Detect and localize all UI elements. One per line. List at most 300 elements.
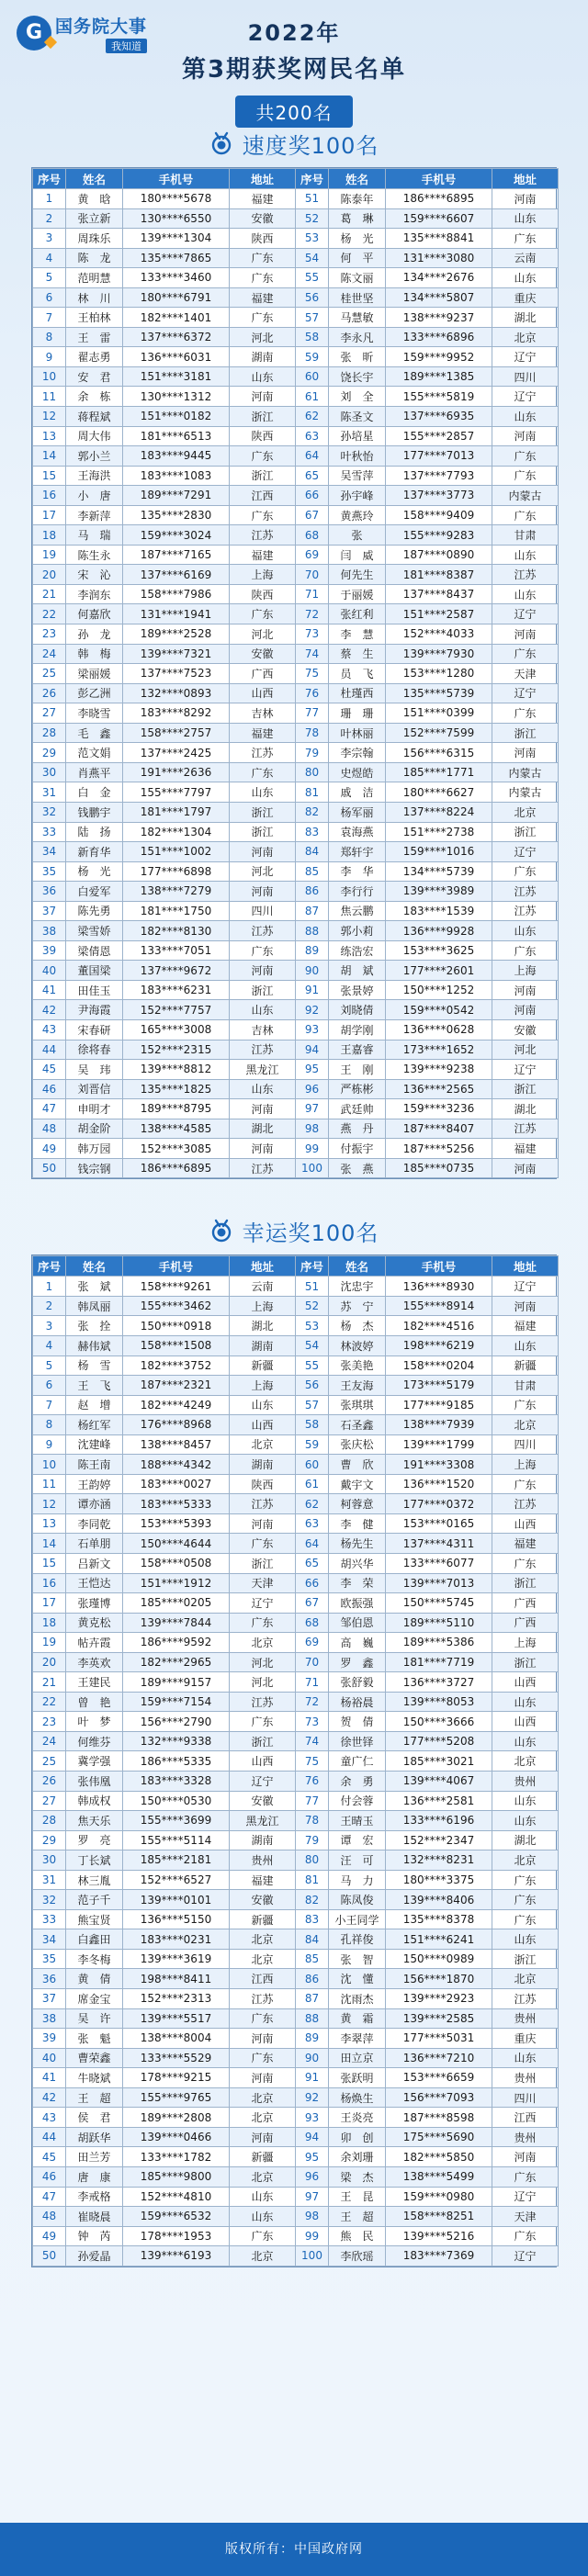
cell-phone: 136****6031	[123, 347, 230, 367]
cell-area: 浙江	[230, 802, 296, 822]
cell-seq: 31	[33, 782, 66, 803]
cell-phone: 139****8053	[386, 1692, 492, 1712]
cell-phone: 152****4810	[123, 2187, 230, 2207]
table-row	[33, 2048, 559, 2068]
cell-name: 李 慧	[329, 624, 386, 645]
cell-area: 河北	[230, 1652, 296, 1672]
cell-name: 陈泰年	[329, 189, 386, 209]
cell-name: 孙培星	[329, 426, 386, 446]
cell-phone: 180****3375	[386, 1870, 492, 1890]
cell-seq: 35	[33, 1949, 66, 1969]
cell-name: 刘晓倩	[329, 1000, 386, 1020]
cell-name: 韩万园	[66, 1139, 123, 1159]
cell-name: 焦云鹏	[329, 901, 386, 921]
cell-name: 林波婷	[329, 1335, 386, 1355]
cell-name: 张 拴	[66, 1316, 123, 1336]
table-header-row	[33, 1256, 559, 1277]
cell-phone: 182****3752	[123, 1355, 230, 1376]
cell-phone: 155****3462	[123, 1296, 230, 1316]
cell-seq: 64	[296, 1534, 329, 1554]
cell-area: 广东	[492, 1870, 559, 1890]
cell-seq: 85	[296, 861, 329, 882]
cell-seq: 97	[296, 1099, 329, 1119]
cell-phone: 185****3021	[386, 1751, 492, 1772]
cell-name: 王嘉睿	[329, 1040, 386, 1060]
cell-name: 林三胤	[66, 1870, 123, 1890]
cell-seq: 56	[296, 1376, 329, 1396]
cell-area: 河南	[230, 882, 296, 902]
cell-name: 杨 雪	[66, 1355, 123, 1376]
table-row	[33, 1870, 559, 1890]
cell-phone: 188****4342	[123, 1455, 230, 1475]
cell-area: 福建	[492, 1534, 559, 1554]
cell-phone: 152****4033	[386, 624, 492, 645]
cell-seq: 28	[33, 723, 66, 743]
cell-name: 李英欢	[66, 1652, 123, 1672]
cell-phone: 136****2581	[386, 1791, 492, 1811]
cell-area: 广东	[492, 466, 559, 486]
table-row	[33, 268, 559, 288]
table-row	[33, 2068, 559, 2088]
cell-phone: 137****7523	[123, 664, 230, 684]
cell-seq: 16	[33, 1573, 66, 1593]
cell-area: 河南	[230, 2029, 296, 2049]
cell-area: 安徽	[230, 1890, 296, 1910]
table-row	[33, 940, 559, 961]
cell-name: 罗 亮	[66, 1830, 123, 1850]
cell-area: 山西	[230, 683, 296, 703]
cell-area: 福建	[230, 189, 296, 209]
cell-area: 江苏	[492, 565, 559, 585]
cell-seq: 11	[33, 387, 66, 407]
cell-seq: 68	[296, 525, 329, 546]
cell-area: 北京	[492, 802, 559, 822]
cell-area: 安徽	[492, 1019, 559, 1040]
cell-seq: 67	[296, 505, 329, 525]
cell-name: 马慧敏	[329, 308, 386, 328]
cell-phone: 137****9672	[123, 961, 230, 981]
cell-area: 四川	[492, 1434, 559, 1455]
cell-seq: 39	[33, 2029, 66, 2049]
cell-phone: 139****8812	[123, 1060, 230, 1080]
cell-seq: 79	[296, 743, 329, 763]
cell-phone: 159****7154	[123, 1692, 230, 1712]
cell-seq: 89	[296, 2029, 329, 2049]
cell-area: 北京	[230, 2166, 296, 2187]
sections	[0, 119, 588, 2267]
cell-area: 北京	[230, 2087, 296, 2108]
cell-name: 杨军丽	[329, 802, 386, 822]
cell-seq: 80	[296, 1850, 329, 1871]
cell-seq: 45	[33, 2147, 66, 2167]
cell-name: 孙爱晶	[66, 2246, 123, 2267]
cell-seq: 38	[33, 2008, 66, 2029]
cell-area: 江西	[230, 486, 296, 506]
cell-seq: 85	[296, 1949, 329, 1969]
cell-phone: 158****0508	[123, 1554, 230, 1574]
table-row	[33, 2207, 559, 2227]
cell-name: 帖卉霞	[66, 1633, 123, 1653]
cell-name: 王炎亮	[329, 2108, 386, 2128]
cell-name: 田立京	[329, 2048, 386, 2068]
table-row	[33, 505, 559, 525]
table-row	[33, 1376, 559, 1396]
cell-area: 上海	[492, 961, 559, 981]
cell-phone: 182****1401	[123, 308, 230, 328]
cell-seq: 39	[33, 940, 66, 961]
cell-name: 马 力	[329, 1870, 386, 1890]
cell-name: 黄克松	[66, 1613, 123, 1633]
cell-area: 山东	[230, 2207, 296, 2227]
cell-seq: 40	[33, 2048, 66, 2068]
table-row	[33, 1830, 559, 1850]
cell-seq: 28	[33, 1811, 66, 1831]
cell-name: 毛 鑫	[66, 723, 123, 743]
cell-seq: 24	[33, 644, 66, 664]
cell-name: 郭小兰	[66, 446, 123, 467]
cell-seq: 71	[296, 1672, 329, 1693]
table-row	[33, 1989, 559, 2009]
cell-phone: 183****1539	[386, 901, 492, 921]
column-header: 姓名	[66, 1256, 123, 1277]
cell-name: 沈忠宇	[329, 1277, 386, 1297]
cell-phone: 136****0628	[386, 1019, 492, 1040]
cell-phone: 158****9261	[123, 1277, 230, 1297]
table-row	[33, 1534, 559, 1554]
table-row	[33, 1316, 559, 1336]
table-row	[33, 2108, 559, 2128]
cell-seq: 70	[296, 565, 329, 585]
table-row	[33, 2226, 559, 2246]
table-row	[33, 1019, 559, 1040]
cell-area: 陕西	[230, 584, 296, 604]
cell-name: 李翠萍	[329, 2029, 386, 2049]
cell-name: 田佳玉	[66, 980, 123, 1000]
cell-name: 王晴玉	[329, 1811, 386, 1831]
cell-seq: 1	[33, 1277, 66, 1297]
cell-seq: 51	[296, 189, 329, 209]
winners-table-grid	[32, 168, 559, 1178]
cell-phone: 152****6527	[123, 1870, 230, 1890]
cell-area: 江苏	[492, 1989, 559, 2009]
cell-seq: 82	[296, 802, 329, 822]
cell-name: 余 勇	[329, 1772, 386, 1792]
cell-phone: 138****8457	[123, 1434, 230, 1455]
table-row	[33, 1593, 559, 1614]
cell-area: 北京	[230, 1633, 296, 1653]
cell-name: 张	[329, 525, 386, 546]
cell-phone: 181****1750	[123, 901, 230, 921]
cell-phone: 151****0182	[123, 407, 230, 427]
cell-name: 田兰芳	[66, 2147, 123, 2167]
cell-seq: 77	[296, 1791, 329, 1811]
cell-area: 辽宁	[492, 842, 559, 862]
cell-phone: 178****1953	[123, 2226, 230, 2246]
cell-name: 郑轩宇	[329, 842, 386, 862]
cell-phone: 151****6241	[386, 1929, 492, 1950]
cell-area: 山西	[230, 1415, 296, 1435]
cell-phone: 151****0399	[386, 703, 492, 724]
cell-phone: 136****1520	[386, 1474, 492, 1494]
cell-seq: 12	[33, 407, 66, 427]
cell-seq: 46	[33, 1079, 66, 1099]
cell-phone: 189****1385	[386, 366, 492, 387]
cell-name: 白 金	[66, 782, 123, 803]
cell-phone: 189****7291	[123, 486, 230, 506]
cell-name: 尹海霞	[66, 1000, 123, 1020]
cell-area: 天津	[492, 664, 559, 684]
cell-name: 蔡 生	[329, 644, 386, 664]
cell-area: 内蒙古	[492, 782, 559, 803]
cell-area: 辽宁	[492, 2246, 559, 2267]
cell-phone: 173****5179	[386, 1376, 492, 1396]
cell-name: 张琪琪	[329, 1395, 386, 1415]
cell-phone: 189****2808	[123, 2108, 230, 2128]
cell-name: 葛 琳	[329, 208, 386, 229]
cell-name: 何嘉欣	[66, 604, 123, 624]
cell-seq: 21	[33, 1672, 66, 1693]
table-row	[33, 2087, 559, 2108]
table-row	[33, 1751, 559, 1772]
table-row	[33, 327, 559, 347]
table-row	[33, 822, 559, 842]
cell-area: 河南	[492, 2147, 559, 2167]
table-row	[33, 1079, 559, 1099]
table-row	[33, 446, 559, 467]
cell-phone: 139****5216	[386, 2226, 492, 2246]
cell-name: 何 平	[329, 248, 386, 268]
cell-area: 湖北	[230, 1119, 296, 1139]
cell-seq: 53	[296, 1316, 329, 1336]
cell-area: 云南	[230, 1277, 296, 1297]
cell-phone: 180****5678	[123, 189, 230, 209]
cell-name: 王建民	[66, 1672, 123, 1693]
cell-phone: 182****4516	[386, 1316, 492, 1336]
cell-seq: 32	[33, 802, 66, 822]
section-title: 速度奖100名	[242, 132, 379, 159]
cell-seq: 83	[296, 1909, 329, 1929]
cell-name: 韩凤丽	[66, 1296, 123, 1316]
cell-area: 上海	[492, 1455, 559, 1475]
column-header: 姓名	[329, 169, 386, 189]
table-row	[33, 1672, 559, 1693]
cell-phone: 132****0893	[123, 683, 230, 703]
cell-name: 崔晓晨	[66, 2207, 123, 2227]
cell-seq: 7	[33, 1395, 66, 1415]
table-row	[33, 1355, 559, 1376]
cell-area: 上海	[230, 1376, 296, 1396]
cell-area: 湖南	[230, 347, 296, 367]
cell-seq: 92	[296, 2087, 329, 2108]
cell-seq: 33	[33, 822, 66, 842]
cell-area: 吉林	[230, 703, 296, 724]
cell-name: 杨 杰	[329, 1316, 386, 1336]
cell-phone: 153****1280	[386, 664, 492, 684]
cell-name: 张舒毅	[329, 1672, 386, 1693]
cell-seq: 95	[296, 2147, 329, 2167]
table-row	[33, 2187, 559, 2207]
cell-area: 江苏	[230, 921, 296, 941]
cell-area: 山东	[230, 366, 296, 387]
cell-name: 彭乙洲	[66, 683, 123, 703]
cell-seq: 25	[33, 1751, 66, 1772]
cell-area: 辽宁	[230, 1593, 296, 1614]
cell-name: 杜瑾西	[329, 683, 386, 703]
cell-phone: 150****0918	[123, 1316, 230, 1336]
cell-name: 徐将春	[66, 1040, 123, 1060]
cell-area: 广西	[492, 1593, 559, 1614]
table-row	[33, 1772, 559, 1792]
table-row	[33, 584, 559, 604]
cell-area: 北京	[230, 2108, 296, 2128]
cell-name: 桂世坚	[329, 287, 386, 308]
table-header-row	[33, 169, 559, 189]
cell-area: 广东	[230, 268, 296, 288]
cell-name: 胡金阶	[66, 1119, 123, 1139]
cell-name: 何维芬	[66, 1731, 123, 1751]
cell-seq: 14	[33, 1534, 66, 1554]
cell-seq: 65	[296, 466, 329, 486]
cell-phone: 181****7719	[386, 1652, 492, 1672]
cell-seq: 88	[296, 921, 329, 941]
cell-area: 山东	[492, 584, 559, 604]
cell-phone: 138****7939	[386, 1415, 492, 1435]
cell-area: 浙江	[492, 1573, 559, 1593]
cell-name: 张伟凰	[66, 1772, 123, 1792]
cell-area: 浙江	[230, 1731, 296, 1751]
cell-name: 牛晓斌	[66, 2068, 123, 2088]
cell-seq: 74	[296, 1731, 329, 1751]
cell-phone: 138****7279	[123, 882, 230, 902]
table-row	[33, 1554, 559, 1574]
table-row	[33, 1296, 559, 1316]
cell-area: 广东	[230, 505, 296, 525]
cell-seq: 72	[296, 604, 329, 624]
cell-seq: 86	[296, 882, 329, 902]
cell-name: 安 君	[66, 366, 123, 387]
cell-name: 付振宇	[329, 1139, 386, 1159]
cell-phone: 150****0989	[386, 1949, 492, 1969]
cell-phone: 183****9445	[123, 446, 230, 467]
cell-seq: 99	[296, 1139, 329, 1159]
table-row	[33, 2246, 559, 2267]
table-row	[33, 921, 559, 941]
cell-name: 欧振强	[329, 1593, 386, 1614]
table-row	[33, 1890, 559, 1910]
cell-area: 上海	[230, 565, 296, 585]
cell-area: 河南	[230, 1139, 296, 1159]
cell-seq: 22	[33, 1692, 66, 1712]
cell-phone: 183****7369	[386, 2246, 492, 2267]
cell-phone: 177****7013	[386, 446, 492, 467]
cell-phone: 180****6791	[123, 287, 230, 308]
cell-seq: 49	[33, 1139, 66, 1159]
cell-name: 周大伟	[66, 426, 123, 446]
table-row	[33, 1119, 559, 1139]
cell-phone: 133****5529	[123, 2048, 230, 2068]
cell-name: 戚 洁	[329, 782, 386, 803]
cell-seq: 96	[296, 2166, 329, 2187]
table-row	[33, 486, 559, 506]
cell-phone: 137****6372	[123, 327, 230, 347]
cell-phone: 139****7013	[386, 1573, 492, 1593]
cell-area: 山东	[492, 407, 559, 427]
cell-area: 广东	[492, 505, 559, 525]
cell-area: 新疆	[492, 1355, 559, 1376]
cell-phone: 177****2601	[386, 961, 492, 981]
cell-seq: 100	[296, 1158, 329, 1178]
cell-name: 武廷帅	[329, 1099, 386, 1119]
cell-name: 席金宝	[66, 1989, 123, 2009]
logo-sub: 我知道	[106, 39, 147, 53]
cell-seq: 31	[33, 1870, 66, 1890]
column-header: 姓名	[66, 169, 123, 189]
cell-area: 新疆	[230, 1355, 296, 1376]
cell-name: 赵 增	[66, 1395, 123, 1415]
cell-phone: 136****7210	[386, 2048, 492, 2068]
table-row	[33, 802, 559, 822]
cell-name: 于丽媛	[329, 584, 386, 604]
cell-phone: 177****6898	[123, 861, 230, 882]
cell-phone: 138****5499	[386, 2166, 492, 2187]
cell-seq: 81	[296, 782, 329, 803]
table-row	[33, 604, 559, 624]
cell-phone: 185****0735	[386, 1158, 492, 1178]
cell-name: 叶 梦	[66, 1712, 123, 1732]
cell-area: 浙江	[492, 723, 559, 743]
cell-name: 杨红军	[66, 1415, 123, 1435]
cell-seq: 11	[33, 1474, 66, 1494]
cell-seq: 66	[296, 1573, 329, 1593]
cell-name: 卯 创	[329, 2127, 386, 2147]
cell-name: 张庆松	[329, 1434, 386, 1455]
cell-area: 山东	[492, 2048, 559, 2068]
cell-area: 广东	[492, 2166, 559, 2187]
column-header: 姓名	[329, 1256, 386, 1277]
cell-phone: 182****2965	[123, 1652, 230, 1672]
cell-seq: 80	[296, 762, 329, 782]
cell-area: 河南	[230, 1513, 296, 1534]
cell-area: 广东	[230, 604, 296, 624]
table-row	[33, 189, 559, 209]
cell-area: 辽宁	[492, 347, 559, 367]
cell-area: 山东	[230, 1000, 296, 1020]
cell-phone: 180****6627	[386, 782, 492, 803]
cell-phone: 155****7797	[123, 782, 230, 803]
table-row	[33, 347, 559, 367]
cell-phone: 153****6659	[386, 2068, 492, 2088]
cell-seq: 34	[33, 842, 66, 862]
cell-phone: 155****3699	[123, 1811, 230, 1831]
cell-seq: 98	[296, 2207, 329, 2227]
cell-name: 黄燕玲	[329, 505, 386, 525]
cell-seq: 75	[296, 664, 329, 684]
cell-area: 北京	[492, 1850, 559, 1871]
cell-name: 胡学刚	[329, 1019, 386, 1040]
cell-phone: 158****0204	[386, 1355, 492, 1376]
cell-seq: 42	[33, 1000, 66, 1020]
cell-area: 广东	[230, 446, 296, 467]
cell-seq: 52	[296, 1296, 329, 1316]
cell-name: 张立新	[66, 208, 123, 229]
cell-seq: 30	[33, 762, 66, 782]
cell-phone: 182****5850	[386, 2147, 492, 2167]
cell-seq: 12	[33, 1494, 66, 1514]
cell-phone: 133****6196	[386, 1811, 492, 1831]
cell-area: 广东	[492, 861, 559, 882]
cell-seq: 72	[296, 1692, 329, 1712]
cell-seq: 17	[33, 1593, 66, 1614]
